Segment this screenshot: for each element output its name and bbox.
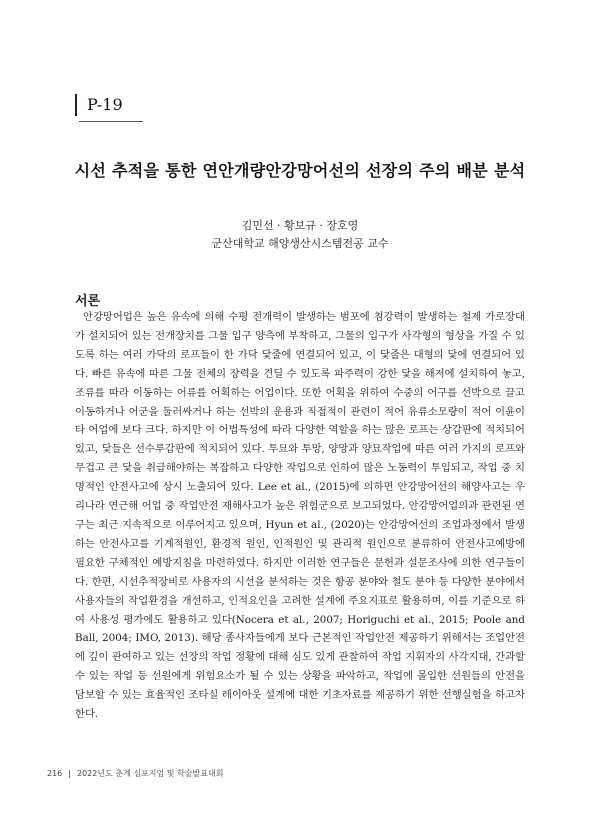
authors: 김민선 · 황보규 · 장호영: [241, 219, 359, 232]
paper-title: 시선 추적을 통한 연안개량안강망어선의 선장의 주의 배분 분석: [74, 161, 526, 180]
presentation-label-box: [75, 94, 145, 116]
presentation-label: P-19: [87, 95, 123, 114]
page-footer: [47, 768, 223, 779]
label-underline: [79, 121, 143, 122]
section-heading-introduction: 서론: [75, 294, 101, 309]
page-number: 216: [47, 769, 63, 778]
conference-name: 2022년도 춘계 심포지엄 및 학술발표대회: [76, 769, 224, 778]
footer-separator: |: [68, 769, 71, 778]
affiliation: 군산대학교 해양생산시스템전공 교수: [211, 237, 389, 250]
body-paragraph: 안강망어업은 높은 유속에 의해 수평 전개력이 발생하는 범포에 침강력이 발생하는 철제 가로장대가 설치되어 있는 전개장치를 그물 입구 양측에 부착하고, 그물의 입구가 사각형의 형상을 가질 수 있도록 하는 여러 가닥의 로프들이 한 가닥 닻줄에 연결되어 있고, 이 닻줄은 대형의 닻에 연결되어 있다. 빠른 유속에 따른 그물 전체의 장력을 견딜 수 있도록 파주력이 강한 닻을 해저에 설치하여 놓고, 조류를 따라 이동하는 어류를 어획하는 어업이다. 또한 어획을 위하여 수중의 어구를 선박으로 끌고 이동하거나 어군을 둘러싸거나 하는 선박의 운용과 직접적이 관련이 적어 유류소모량이 적어 이윤이 타 어업에 보다 크다. 하지만 이 어법특성에 따라 다양한 역할을 하는 많은 로프는 상갑판에 적치되어 있고, 닻들은 선수루갑판에 적치되어 있다. 투묘와 투망, 양망과 양묘작업에 따른 여러 가지의 로프와 무겁고 큰 닻을 취급해야하는 복잡하고 다양한 작업으로 인하여 많은 노동력이 투입되고, 작업 중 치명적인 안전사고에 상시 노출되어 있다. Lee et al., (2015)에 의하면 안강망어선의 해양사고는 우리나라 연근해 어업 중 작업안전 재해사고가 높은 위험군으로 보고되었다. 안강망어업의과 관련된 연구는 최근 지속적으로 이루어지고 있으며, Hyun et al., (2020)는 안강망어선의 조업과정에서 발생하는 안전사고를 기계적원인, 환경적 원인, 인적원인 및 관리적 원인으로 분류하여 안전사고예방에 필요한 구체적인 예방지침을 마련하였다. 하지만 이러한 연구들은 문헌과 설문조사에 의한 연구들이다. 한편, 시선추적장비로 사용자의 시선을 분석하는 것은 항공 분야와 철도 분야 등 다양한 분야에서 사용자들의 작업환경을 개선하고, 인적요인을 고려한 설계에 주요지표로 활용하며, 이를 기준으로 하여 사용성 평가에도 활용하고 있다(Nocera et al., 2007; Horiguchi et al., 2015; Poole and Ball, 2004; IMO, 2013). 해당 종사자들에게 보다 근본적인 작업안전 제공하기 위해서는 조업안전에 깊이 관여하고 있는 선장의 작업 정황에 대해 심도 있게 관찰하여 작업 지휘자의 사각지대, 간과할 수 있는 작업 등 선원에게 위험요소가 될 수 있는 상황을 파악하고, 작업에 몰입한 선원들의 안전을 담보할 수 있는 효율적인 조타실 레이아웃 설계에 대한 기초자료를 제공하기 위한 선행실험을 하고자 한다.: [75, 311, 529, 721]
